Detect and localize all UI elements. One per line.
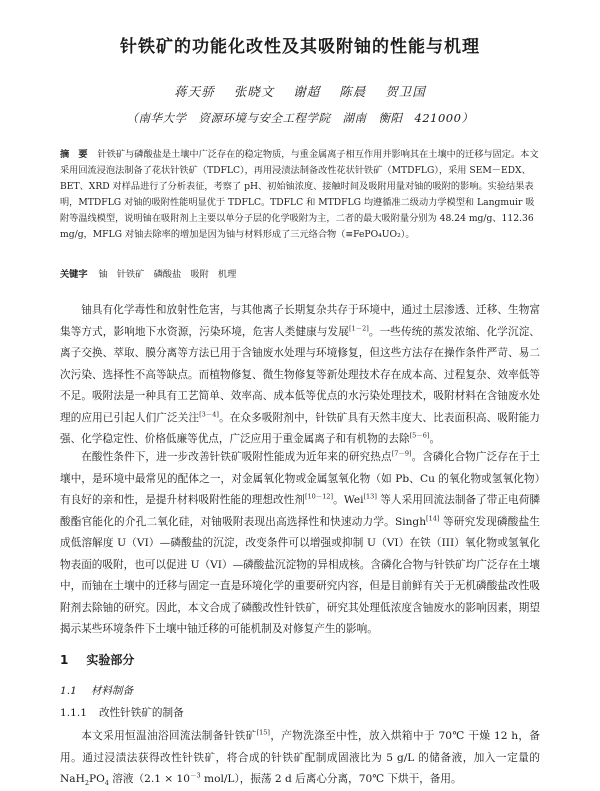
author-list	[0, 82, 600, 100]
section-title: 实验部分	[86, 653, 135, 667]
paragraph-text: ，产物洗涤至中性，放入烘箱中于 70℃ 干燥 12 h，备用。通过浸渍法获得改性针铁矿，将合成的针铁矿配制成固液比为 5 g/L 的储备液，加入一定量的 NaH	[60, 730, 540, 785]
citation: [3－4]	[199, 409, 219, 418]
paragraph-text: 铀具有化学毒性和放射性危害，与其他离子长期复杂共存于环境中，通过土层渗透、迁移、生物富集等方式，影响地下水资源，污染环境，危害人类健康与发展	[60, 304, 540, 338]
paper-title: 针铁矿的功能化改性及其吸附铀的性能与机理	[120, 37, 480, 57]
abstract-text: 针铁矿与磷酸盐是土壤中广泛存在的稳定物质，与重金属离子相互作用并影响其在土壤中的迁移与固定。本文采用回流浸泡法制备了花状针铁矿（TDFLC），再用浸渍法制备改性花状针铁矿（MTDFLG），采用 SEM－EDX、BET、XRD 对样品进行了分析表征，考察了 pH、初始铀浓度、接触时间及吸附用量对铀的吸附的影响。实验结果表明，MTDFLG 对铀的吸附性能明显优于 TDFLC。TDFLC 和 MTDFLG 均遵循准二级动力学模型和 Langmuir 吸附等温线模型，说明铀在吸附剂上主要以单分子层的化学吸附为主，二者的最大吸附量分别为 48.24 mg/g、112.36 mg/g，MFLG 对铀去除率的增加是因为铀与材料形成了三元络合物（≡FePO₄UO₂）。	[60, 149, 539, 241]
paragraph-text: 。	[429, 433, 441, 445]
author-name: 陈晨	[339, 84, 367, 99]
affiliation: （南华大学 资源环境与安全工程学院 湖南 衡阳 421000）	[126, 111, 474, 125]
keyword: 吸附	[190, 269, 209, 280]
paragraph-text: 等人采用回流法制备了带正电荷膦酸酯官能化的介孔二氧化硅，对铀吸附表现出高选择性和快速动力学。Singh	[60, 494, 540, 528]
subsection-title: 材料制备	[90, 685, 134, 697]
keywords-label: 关键字	[60, 269, 88, 280]
subsection-number: 1.1	[60, 685, 77, 697]
citation: [7－9]	[391, 449, 412, 458]
keywords	[60, 266, 540, 280]
subsection-heading	[60, 683, 133, 698]
paragraph-text: 本文采用恒温油浴回流法制备针铁矿	[81, 730, 257, 742]
subsubsection-heading	[60, 705, 184, 720]
author-name: 张晓文	[233, 84, 275, 99]
subsubsection-title: 改性针铁矿的制备	[98, 707, 184, 719]
paragraph-text: 。在众多吸附剂中，针铁矿具有天然丰度大、比表面积高、吸附能力强、化学稳定性、价格低廉等优点，广泛应用于重金属离子和有机物的去除	[60, 411, 541, 445]
keyword: 磷酸盐	[153, 269, 182, 280]
author-name: 蒋天骄	[174, 84, 215, 99]
subscript: 4	[104, 779, 109, 788]
citation: [5－6]	[409, 431, 430, 440]
citation: [10－12]	[304, 492, 334, 501]
paragraph-text: PO	[88, 773, 105, 785]
author-name: 谢超	[293, 84, 321, 99]
paragraph-text: 等研究发现磷酸盐生成低溶解度 U（VI）—磷酸盐的沉淀，改变条件可以增强或抑制 U（VI）在铁（III）氧化物或氢氧化物表面的吸附，也可以促进 U（VI）—磷酸盐沉淀物的异相成核。含磷化合物与针铁矿均广泛存在土壤中，而铀在土壤中的迁移与固定一直是环境化学的重要研究内容，但是目前鲜有关于无机磷酸盐改性吸附剂去除铀的研究。因此，本文合成了磷酸改性针铁矿，研究其处理低浓度含铀废水的影响因素，期望揭示某些环境条件下土壤中铀迁移的可能机制及对修复产生的影响。	[60, 515, 540, 635]
superscript: －3	[190, 771, 201, 780]
keyword: 机理	[217, 269, 237, 280]
citation: [15]	[256, 728, 270, 737]
paragraph-text: 溶液（2.1 × 10	[108, 773, 191, 785]
paragraph-text: mol/L），振荡 2 d 后离心分离，70℃ 下烘干，备用。	[200, 773, 462, 785]
citation: [1－2]	[348, 323, 369, 332]
paragraph-text: 。Wei	[333, 494, 364, 506]
keyword: 针铁矿	[116, 269, 145, 280]
paragraph-text: 。一些传统的蒸发浓缩、化学沉淀、离子交换、萃取、膜分离等方法已用于含铀废水处理与环境修复，但这些方法存在操作条件严苛、易二次污染、选择性不高等缺点。而植物修复、微生物修复等新处理技术存在成本高、过程复杂、效率低等不足。吸附法是一种具有工艺简单、效率高、成本低等优点的水污染处理技术，吸附材料在含铀废水处理的应用已引起人们广泛关注	[60, 325, 541, 424]
section-number: 1	[60, 653, 69, 667]
keyword: 铀	[98, 269, 108, 280]
body-paragraph-background	[60, 447, 540, 641]
paragraph-text: 。含磷化合物广泛存在于土壤中，是环境中最常见的配体之一，对金属氧化物或金属氢氧化物（如 Pb、Cu 的氧化物或氢氧化物）有良好的亲和性，是提升材料吸附性能的理想改性剂	[60, 451, 541, 506]
section-heading	[60, 651, 134, 668]
citation: [13]	[363, 492, 377, 501]
subscript: 2	[84, 779, 89, 788]
abstract	[60, 147, 540, 244]
citation: [14]	[426, 513, 440, 522]
paragraph-text: 在酸性条件下，进一步改善针铁矿吸附性能成为近年来的研究热点	[81, 451, 392, 463]
author-name: 贺卫国	[385, 84, 426, 99]
body-paragraph-method	[60, 726, 540, 791]
subsubsection-number: 1.1.1	[60, 707, 87, 719]
abstract-label: 摘 要	[60, 149, 88, 160]
body-paragraph-intro	[60, 300, 540, 451]
